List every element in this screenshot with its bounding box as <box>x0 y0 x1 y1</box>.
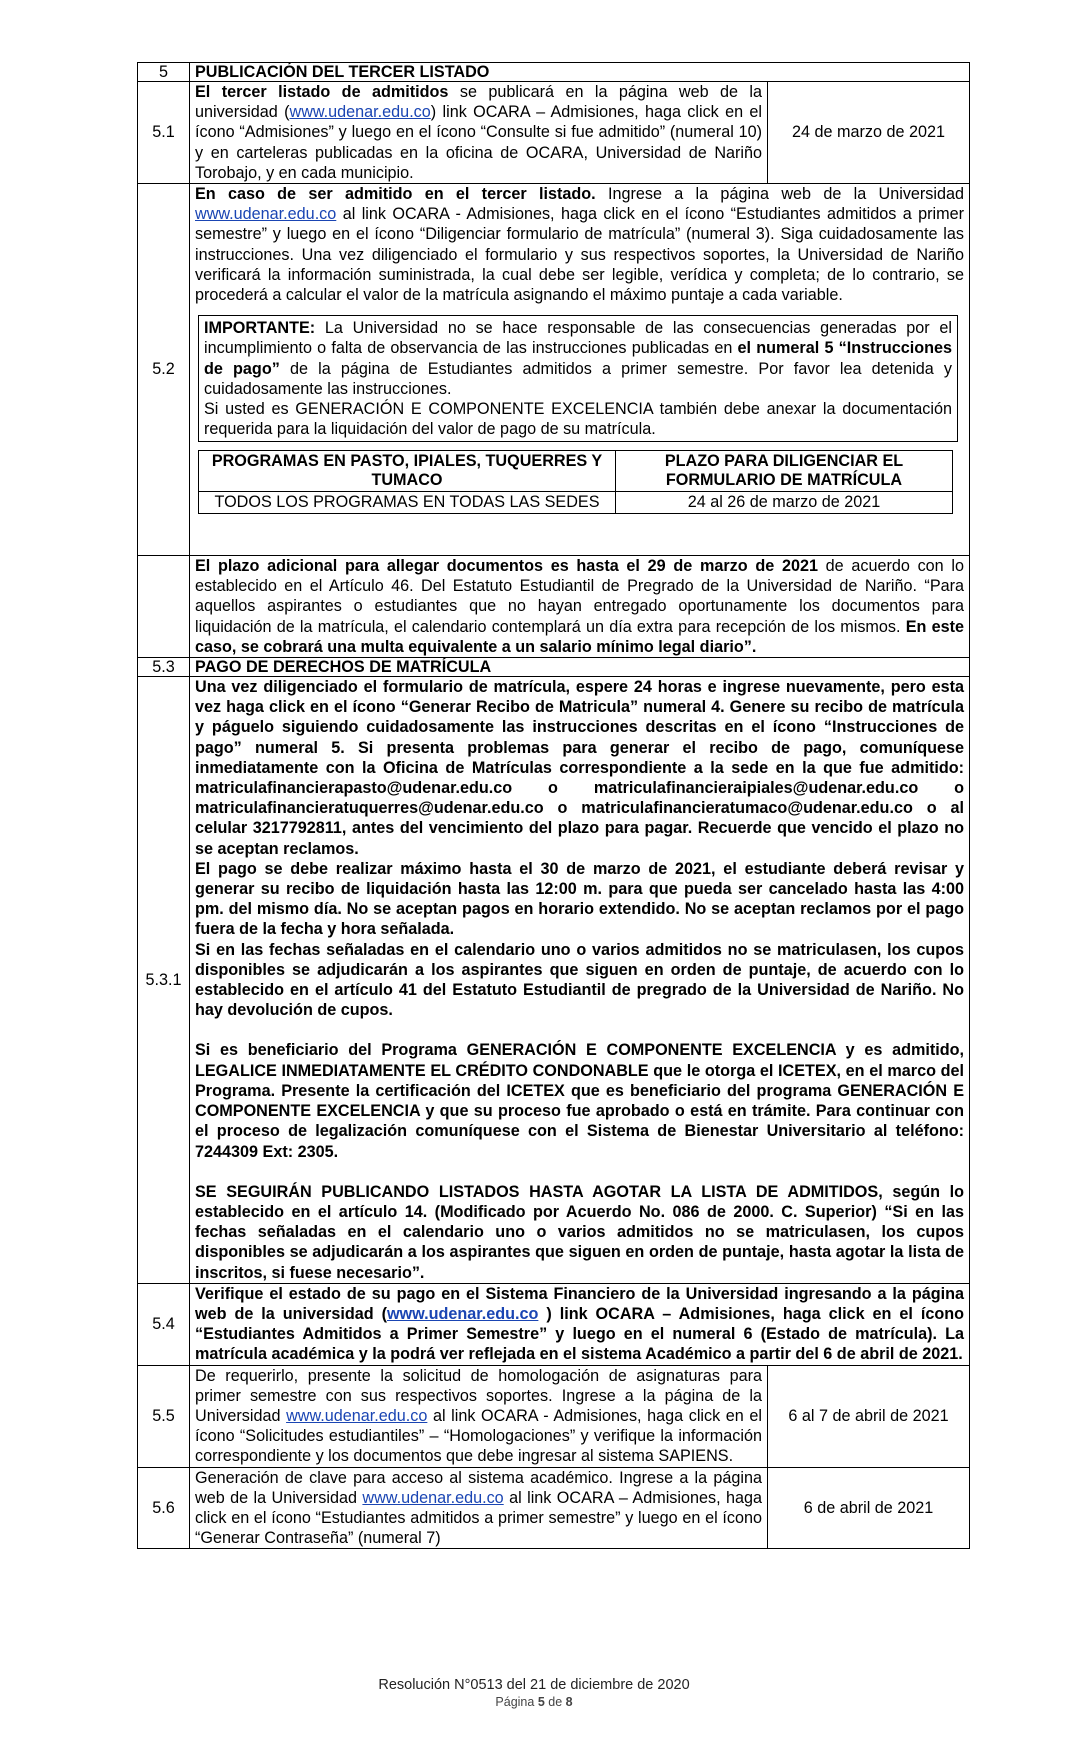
section-row-5-1 <box>138 82 970 184</box>
table-cell: TODOS LOS PROGRAMAS EN TODAS LAS SEDES <box>199 492 616 514</box>
page-total: 8 <box>565 1695 573 1709</box>
section-number: 5.3.1 <box>138 677 190 1284</box>
body-text: al link OCARA – Admisiones, haga click en el ícono “Estudiantes admitidos a primer semestre” y luego en el ícono “Generar Contraseña” (numeral 7) <box>195 1488 762 1548</box>
section-body <box>190 82 768 184</box>
section-title: PUBLICACIÓN DEL TERCER LISTADO <box>190 63 970 82</box>
section-number: 5.4 <box>138 1283 190 1365</box>
section-number <box>138 556 190 658</box>
body-text: ) link OCARA – Admisiones, haga click en el ícono “Admisiones” y luego en el ícono “Consulte si fue admitido” (numeral 10) y en carteleras publicadas en la oficina de OCARA, Universidad de Nariño Torobajo, y en cada municipio. <box>195 103 762 182</box>
body-text: La Universidad no se hace responsable de las consecuencias generadas por el incumplimiento o falta de observancia de las instrucciones publicadas en <box>204 319 953 358</box>
section-row-5-5 <box>138 1365 970 1467</box>
document-page <box>137 62 969 1549</box>
date-cell: 6 de abril de 2021 <box>768 1467 970 1549</box>
section-number: 5.2 <box>138 184 190 556</box>
body-text: Ingrese a la página web de la Universidad <box>595 185 965 204</box>
page-label: de <box>544 1695 566 1709</box>
table-header: PLAZO PARA DILIGENCIAR EL FORMULARIO DE MATRÍCULA <box>616 451 953 492</box>
section-body <box>190 1283 970 1365</box>
paragraph: Una vez diligenciado el formulario de matrícula, espere 24 horas e ingrese nuevamente, pero esta vez haga click en el ícono “Generar Recibo de Matricula” numeral 4. Genere su recibo de matrícula y páguelo siguiendo cuidadosamente las instrucciones descritas en el ícono “Instrucciones de pago” numeral 5. Si presenta problemas para generar el recibo de pago, comuníquese inmediatamente con la Oficina de Matrículas correspondiente a la sede en la que fue admitido: matriculafinancierapasto@udenar.edu.co o matriculafinancieraipiales@udenar.edu.co o matriculafinancieratuquerres@udenar.edu.co o matriculafinancieratumaco@udenar.edu.co o al celular 3217792811, antes del vencimiento del plazo para pagar. Recuerde que vencido el plazo no se aceptan reclamos. <box>195 678 965 858</box>
calendar-table <box>137 62 970 1549</box>
date-cell: 6 al 7 de abril de 2021 <box>768 1365 970 1467</box>
body-text: De requerirlo, presente la solicitud de homologación de asignaturas para primer semestre con sus respectivos soportes. Ingrese a la página de la Universidad <box>195 1366 762 1425</box>
section-number: 5 <box>138 63 190 82</box>
body-text: al link OCARA - Admisiones, haga click en el ícono “Solicitudes estudiantiles” – “Homologaciones” y verifique la información correspondiente y los documentos que debe ingresar al sistema SAPIENS. <box>195 1406 762 1466</box>
body-text: Generación de clave para acceso al sistema académico. Ingrese a la página web de la Universidad <box>195 1468 762 1507</box>
page-current: 5 <box>537 1695 545 1709</box>
date-cell: 24 de marzo de 2021 <box>768 82 970 184</box>
bold-text: el numeral 5 “Instrucciones de pago” <box>204 339 953 378</box>
body-text: de la página de Estudiantes admitidos a primer semestre. Por favor lea detenida y cuidadosamente las instrucciones. <box>204 359 952 398</box>
section-body <box>190 1467 768 1549</box>
table-cell: 24 al 26 de marzo de 2021 <box>616 492 953 514</box>
section-row-5-4 <box>138 1283 970 1365</box>
section-body <box>190 556 970 658</box>
section-title: PAGO DE DERECHOS DE MATRÍCULA <box>190 658 970 677</box>
udenar-link[interactable]: www.udenar.edu.co <box>362 1488 504 1507</box>
udenar-link[interactable]: www.udenar.edu.co <box>195 205 337 224</box>
body-text: Si usted es GENERACIÓN E COMPONENTE EXCELENCIA también debe anexar la documentación requerida para la liquidación del valor de pago de su matrícula. <box>204 400 953 439</box>
section-number: 5.3 <box>138 658 190 677</box>
table-header: PROGRAMAS EN PASTO, IPIALES, TUQUERRES Y TUMACO <box>199 451 616 492</box>
bold-text: En este caso, se cobrará una multa equivalente a un salario mínimo legal diario”. <box>195 617 965 656</box>
section-row-5-3 <box>138 658 970 677</box>
paragraph: SE SEGUIRÁN PUBLICANDO LISTADOS HASTA AGOTAR LA LISTA DE ADMITIDOS, según lo establecido en el artículo 14. (Modificado por Acuerdo No. 086 de 2000. C. Superior) “Si en las fechas señaladas en el calendario uno o varios admitidos no se matriculasen, los cupos disponibles se adjudicarán a los aspirantes que siguen en orden de puntaje, hasta agotar la lista de inscritos, si fuese necesario”. <box>195 1182 965 1282</box>
page-label: Página <box>495 1695 538 1709</box>
udenar-link[interactable]: www.udenar.edu.co <box>286 1406 428 1425</box>
additional-deadline-row <box>138 556 970 658</box>
section-row-5-6 <box>138 1467 970 1549</box>
section-row-5-3-1 <box>138 677 970 1284</box>
section-body <box>190 184 970 556</box>
body-text: Verifique el estado de su pago en el Sistema Financiero de la Universidad ingresando a la página web de la universidad ( <box>195 1284 965 1323</box>
section-row-5-2 <box>138 184 970 556</box>
section-number: 5.5 <box>138 1365 190 1467</box>
bold-text: El plazo adicional para allegar documentos es hasta el 29 de marzo de 2021 <box>195 557 818 576</box>
bold-text: El tercer listado de admitidos <box>195 83 449 101</box>
udenar-link[interactable]: www.udenar.edu.co <box>386 1304 539 1323</box>
section-body <box>190 677 970 1284</box>
body-text: al link OCARA - Admisiones, haga click en el ícono “Estudiantes admitidos a primer semestre” y luego en el ícono “Diligenciar formulario de matrícula” (numeral 3). Siga cuidadosamente las instrucciones. Una vez diligenciado el formulario y sus respectivos soportes, la Universidad de Nariño verificará la información suministrada, la cual debe ser legible, verídica y completa; de lo contrario, se procederá a calcular el valor de la matrícula asignando el máximo puntaje a cada variable. <box>195 205 965 305</box>
section-row-5 <box>138 63 970 82</box>
paragraph: El pago se debe realizar máximo hasta el 30 de marzo de 2021, el estudiante deberá revisar y generar su recibo de liquidación hasta las 12:00 m. para que pueda ser cancelado hasta las 4:00 pm. del mismo día. No se aceptan pagos en horario extendido. No se aceptan reclamos por el pago fuera de la fecha y hora señalada. <box>195 859 965 939</box>
udenar-link[interactable]: www.udenar.edu.co <box>289 103 431 122</box>
deadline-table <box>198 450 953 514</box>
body-text: ) link OCARA – Admisiones, haga click en el ícono “Estudiantes Admitidos a Primer Semestre” y luego en el numeral 6 (Estado de matrícula). La matrícula académica y la podrá ver reflejada en el sistema Académico a partir del 6 de abril de 2021. <box>195 1304 965 1364</box>
footer-resolution: Resolución N°0513 del 21 de diciembre de 2020 <box>378 1677 690 1693</box>
important-label: IMPORTANTE: <box>204 319 316 338</box>
important-notice-box <box>198 315 958 442</box>
section-number: 5.1 <box>138 82 190 184</box>
section-number: 5.6 <box>138 1467 190 1549</box>
bold-text: En caso de ser admitido en el tercer listado. <box>195 185 596 204</box>
paragraph: Si es beneficiario del Programa GENERACIÓN E COMPONENTE EXCELENCIA y es admitido, LEGALICE INMEDIATAMENTE EL CRÉDITO CONDONABLE que le otorga el ICETEX, en el marco del Programa. Presente la certificación del ICETEX que es beneficiario del programa GENERACIÓN E COMPONENTE EXCELENCIA y que su proceso fue aprobado o está en trámite. Para continuar con el proceso de legalización comuníquese con el Sistema de Bienestar Universitario al teléfono: 7244309 Ext: 2305. <box>195 1041 965 1161</box>
section-body <box>190 1365 768 1467</box>
footer-page-number <box>0 1695 1068 1709</box>
paragraph: Si en las fechas señaladas en el calendario uno o varios admitidos no se matriculasen, los cupos disponibles se adjudicarán a los aspirantes que siguen en orden de puntaje, de acuerdo con lo establecido en el artículo 41 del Estatuto Estudiantil de pregrado de la Universidad de Nariño. No hay devolución de cupos. <box>195 940 965 1020</box>
body-text: de acuerdo con lo establecido en el Artículo 46. Del Estatuto Estudiantil de Pregrado de la Universidad de Nariño. “Para aquellos aspirantes o estudiantes que no hayan entregado oportunamente los documentos para liquidación de la matrícula, el calendario contemplará un día extra para recepción de los mismos. <box>195 557 965 636</box>
body-text: se publicará en la página web de la universidad ( <box>195 83 762 122</box>
paragraph <box>195 184 964 305</box>
